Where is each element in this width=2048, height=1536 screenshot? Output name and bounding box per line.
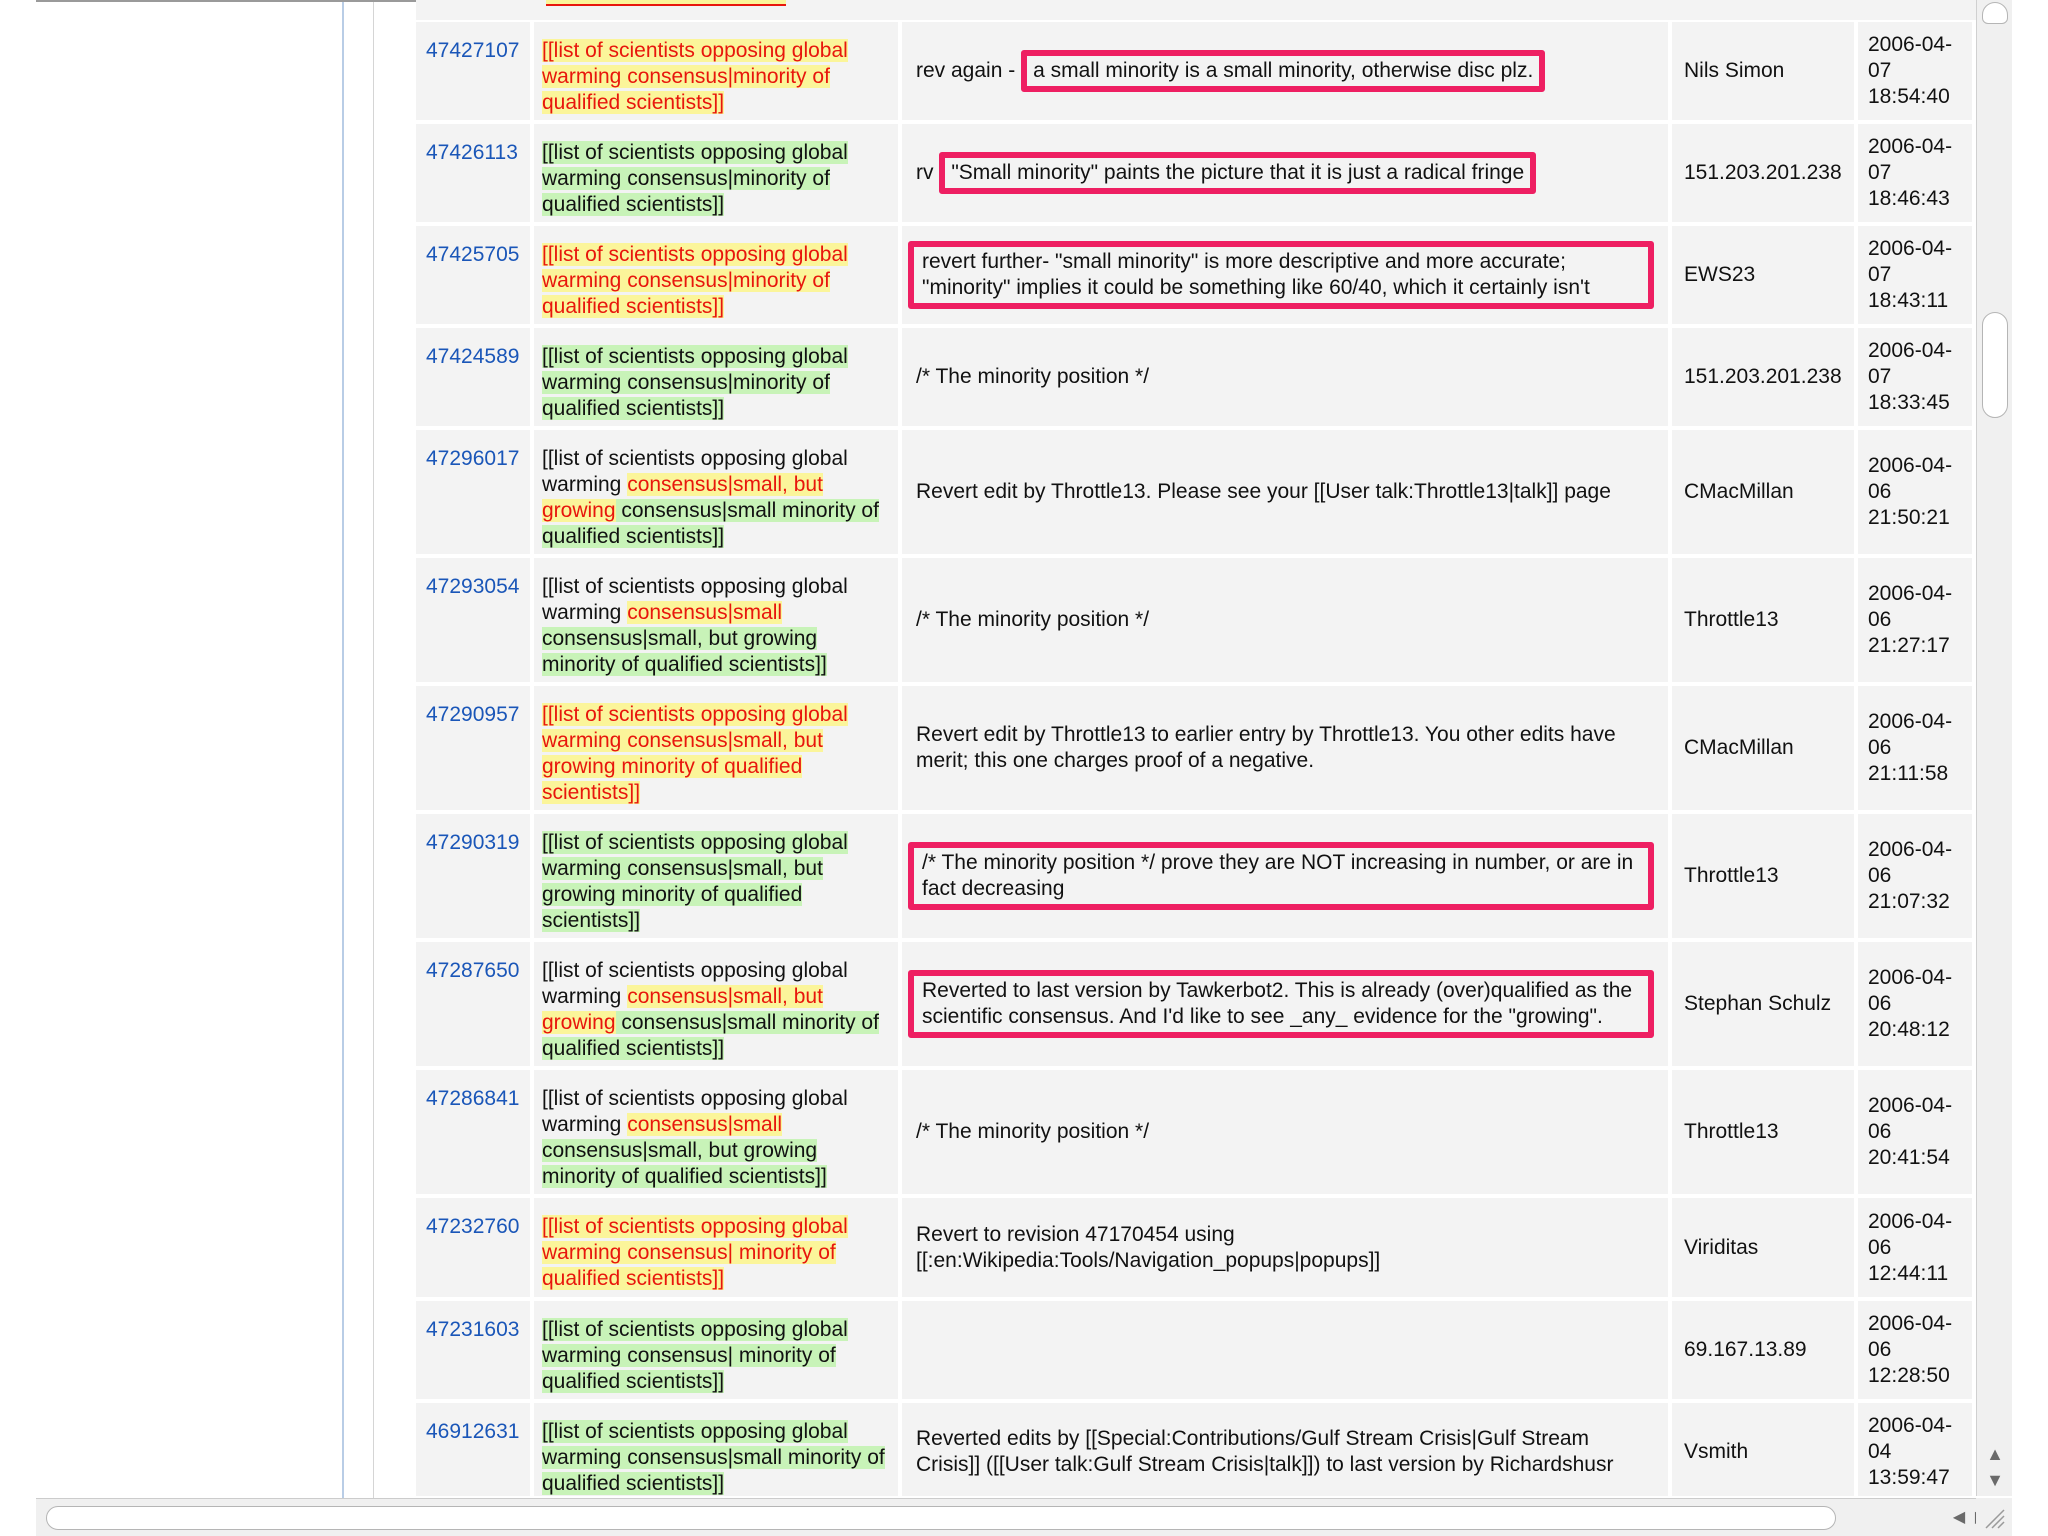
link-text-cell — [534, 430, 902, 558]
editor-name: Vsmith — [1684, 1440, 1749, 1463]
edit-comment: Reverted edits by [[Special:Contributions/Gulf Stream Crisis|Gulf Stream Crisis]] ([[User talk:Gulf Stream Crisis|talk]]) to last version by Richardshusr — [916, 1427, 1614, 1476]
timestamp-cell — [1858, 1070, 1976, 1198]
highlighted-edit-comment: /* The minority position */ prove they are NOT increasing in number, or are in fact decreasing — [908, 842, 1654, 910]
revision-id-link[interactable]: 47287650 — [426, 959, 520, 982]
edit-date: 2006-04-06 — [1868, 838, 1953, 887]
edit-date: 2006-04-06 — [1868, 1312, 1953, 1361]
highlighted-edit-comment: "Small minority" paints the picture that it is just a radical fringe — [939, 152, 1536, 194]
highlighted-edit-comment: a small minority is a small minority, otherwise disc plz. — [1021, 50, 1545, 92]
edit-time: 21:07:32 — [1868, 890, 1950, 913]
revision-id-cell — [416, 686, 534, 814]
edit-comment-cell — [902, 124, 1672, 226]
revision-id-cell — [416, 328, 534, 430]
revision-row — [416, 1301, 1976, 1403]
revision-rows — [416, 22, 1976, 1496]
edit-time: 12:44:11 — [1868, 1261, 1949, 1285]
editor-name: 151.203.201.238 — [1684, 161, 1842, 184]
link-text: [[list of scientists opposing global warming — [542, 959, 848, 1008]
revision-row — [416, 226, 1976, 328]
link-text: [[list of scientists opposing global warming — [542, 575, 848, 624]
timestamp-cell — [1858, 1403, 1976, 1496]
added-link-text: [[list of scientists opposing global warming consensus| minority of qualified scientists]] — [542, 1318, 848, 1393]
link-text-cell — [534, 1198, 902, 1301]
editor-name: EWS23 — [1684, 263, 1756, 286]
revision-id-cell — [416, 22, 534, 124]
edit-comment: Revert edit by Throttle13. Please see your [[User talk:Throttle13|talk]] page — [916, 480, 1611, 503]
timestamp-cell — [1858, 430, 1976, 558]
edit-time: 21:27:17 — [1868, 634, 1950, 657]
editor-cell — [1672, 1301, 1858, 1403]
revision-history-table — [416, 22, 1976, 1496]
edit-comment-cell — [902, 942, 1672, 1070]
edit-time: 18:43:11 — [1868, 289, 1949, 312]
editor-name: 69.167.13.89 — [1684, 1338, 1807, 1361]
link-text-cell — [534, 124, 902, 226]
link-text-cell — [534, 226, 902, 328]
link-text-cell — [534, 328, 902, 430]
editor-name: CMacMillan — [1684, 736, 1794, 759]
revision-id-link[interactable]: 46912631 — [426, 1420, 520, 1443]
edit-date: 2006-04-06 — [1868, 454, 1953, 503]
edit-comment: Revert edit by Throttle13 to earlier entry by Throttle13. You other edits have merit; this one charges proof of a negative. — [916, 723, 1616, 772]
link-text-cell — [534, 942, 902, 1070]
scroll-up-arrow-icon[interactable]: ▲ — [1986, 1444, 2004, 1464]
edit-date: 2006-04-07 — [1868, 339, 1953, 388]
timestamp-cell — [1858, 686, 1976, 814]
revision-row — [416, 814, 1976, 942]
added-link-text: [[list of scientists opposing global warming consensus|minority of qualified scientists]] — [542, 345, 848, 420]
added-link-text: consensus|small, but growing minority of qualified scientists]] — [542, 627, 827, 676]
edit-comment: Revert to revision 47170454 using [[:en:Wikipedia:Tools/Navigation_popups|popups]] — [916, 1222, 1381, 1272]
link-text-cell — [534, 1403, 902, 1496]
edit-time: 20:48:12 — [1868, 1018, 1950, 1041]
vertical-scrollbar[interactable] — [1976, 0, 2012, 1496]
added-link-text: [[list of scientists opposing global warming consensus|small minority of qualified scientists]] — [542, 1420, 885, 1495]
edit-time: 18:46:43 — [1868, 187, 1950, 210]
edit-comment-cell — [902, 1198, 1672, 1301]
editor-name: CMacMillan — [1684, 480, 1794, 503]
revision-id-cell — [416, 124, 534, 226]
removed-link-text: consensus|small, but growing — [542, 985, 823, 1034]
editor-name: Stephan Schulz — [1684, 992, 1832, 1015]
edit-date: 2006-04-06 — [1868, 1209, 1953, 1259]
editor-cell — [1672, 686, 1858, 814]
horizontal-scrollbar-thumb[interactable] — [46, 1506, 1836, 1530]
timestamp-cell — [1858, 558, 1976, 686]
edit-comment-cell — [902, 1301, 1672, 1403]
edit-comment: /* The minority position */ — [916, 1120, 1150, 1143]
revision-id-link[interactable]: 47232760 — [426, 1215, 520, 1238]
timestamp-cell — [1858, 22, 1976, 124]
edit-time: 13:59:47 — [1868, 1466, 1950, 1489]
editor-cell — [1672, 942, 1858, 1070]
editor-cell — [1672, 430, 1858, 558]
added-link-text: consensus|small minority of qualified scientists]] — [542, 1011, 879, 1060]
revision-row — [416, 124, 1976, 226]
revision-row — [416, 1198, 1976, 1301]
timestamp-cell — [1858, 124, 1976, 226]
editor-cell — [1672, 226, 1858, 328]
edit-date: 2006-04-07 — [1868, 135, 1953, 184]
editor-cell — [1672, 1403, 1858, 1496]
edit-time: 18:54:40 — [1868, 85, 1950, 108]
vertical-scrollbar-thumb[interactable] — [1982, 312, 2008, 418]
edit-date: 2006-04-07 — [1868, 33, 1953, 82]
timestamp-cell — [1858, 1198, 1976, 1301]
revision-id-link[interactable]: 47290957 — [426, 703, 520, 726]
edit-time: 20:41:54 — [1868, 1146, 1950, 1169]
edit-comment-cell — [902, 226, 1672, 328]
revision-row — [416, 686, 1976, 814]
revision-row — [416, 558, 1976, 686]
edit-comment-cell — [902, 686, 1672, 814]
editor-name: Throttle13 — [1684, 608, 1779, 631]
removed-link-text: [[list of scientists opposing global warming consensus|small, but growing minority of qualified scientists]] — [542, 703, 848, 804]
removed-link-text: consensus|small, but growing — [542, 473, 823, 522]
edit-time: 21:11:58 — [1868, 762, 1949, 785]
editor-cell — [1672, 22, 1858, 124]
timestamp-cell — [1858, 942, 1976, 1070]
revision-id-link[interactable]: 47426113 — [426, 141, 518, 164]
added-link-text: consensus|small minority of qualified scientists]] — [542, 499, 879, 548]
revision-id-link[interactable]: 47286841 — [426, 1087, 520, 1110]
revision-row — [416, 430, 1976, 558]
link-text-cell — [534, 22, 902, 124]
edit-comment-prefix: rev again - — [916, 59, 1022, 82]
removed-link-text: consensus|small — [627, 601, 783, 624]
editor-cell — [1672, 558, 1858, 686]
revision-id-link[interactable]: 47424589 — [426, 345, 520, 368]
revision-id-cell — [416, 1198, 534, 1301]
edit-date: 2006-04-06 — [1868, 1094, 1953, 1143]
editor-cell — [1672, 814, 1858, 942]
link-text-cell — [534, 558, 902, 686]
edit-comment-cell — [902, 430, 1672, 558]
editor-cell — [1672, 1198, 1858, 1301]
revision-id-link[interactable]: 47231603 — [426, 1318, 520, 1341]
editor-name: Throttle13 — [1684, 1120, 1779, 1143]
revision-id-link[interactable]: 47425705 — [426, 243, 520, 266]
edit-comment-cell — [902, 1070, 1672, 1198]
revision-id-cell — [416, 430, 534, 558]
editor-cell — [1672, 124, 1858, 226]
revision-row — [416, 328, 1976, 430]
link-text: [[list of scientists opposing global warming — [542, 447, 848, 496]
revision-id-cell — [416, 942, 534, 1070]
revision-id-link[interactable]: 47296017 — [426, 447, 520, 470]
added-link-text: [[list of scientists opposing global warming consensus|minority of qualified scientists]] — [542, 141, 848, 216]
edit-date: 2006-04-07 — [1868, 237, 1953, 286]
link-text: [[list of scientists opposing global warming — [542, 1087, 848, 1136]
timestamp-cell — [1858, 226, 1976, 328]
editor-name: 151.203.201.238 — [1684, 365, 1842, 388]
editor-cell — [1672, 328, 1858, 430]
added-link-text: [[list of scientists opposing global warming consensus|small, but growing minority of qualified scientists]] — [542, 831, 848, 932]
revision-id-link[interactable]: 47293054 — [426, 575, 520, 598]
window-resize-grip[interactable] — [1976, 1498, 2012, 1536]
revision-id-cell — [416, 1301, 534, 1403]
timestamp-cell — [1858, 1301, 1976, 1403]
revision-id-cell — [416, 558, 534, 686]
timestamp-cell — [1858, 328, 1976, 430]
resize-grip-icon — [1982, 1506, 2006, 1530]
edit-comment-cell — [902, 22, 1672, 124]
revision-row — [416, 1403, 1976, 1496]
edit-comment-prefix: rv — [916, 161, 940, 184]
edit-time: 21:50:21 — [1868, 506, 1950, 529]
link-text-cell — [534, 814, 902, 942]
revision-id-cell — [416, 226, 534, 328]
edit-date: 2006-04-06 — [1868, 710, 1953, 759]
revision-row — [416, 1070, 1976, 1198]
edit-date: 2006-04-06 — [1868, 582, 1953, 631]
timestamp-cell — [1858, 814, 1976, 942]
edit-time: 18:33:45 — [1868, 391, 1950, 414]
removed-link-text: consensus|small — [627, 1113, 783, 1136]
revision-id-cell — [416, 814, 534, 942]
edit-comment-cell — [902, 814, 1672, 942]
revision-table-container — [416, 0, 1976, 1496]
revision-row — [416, 942, 1976, 1070]
highlighted-edit-comment: revert further- "small minority" is more descriptive and more accurate; "minority" implies it could be something like 60/40, which it certainly isn't — [908, 241, 1654, 309]
removed-link-text: [[list of scientists opposing global warming consensus|minority of qualified scientists]] — [542, 243, 848, 318]
edit-comment: /* The minority position */ — [916, 608, 1150, 631]
removed-link-text: [[list of scientists opposing global warming consensus| minority of qualified scientists]] — [542, 1215, 848, 1290]
edit-comment-cell — [902, 328, 1672, 430]
table-gutter — [346, 2, 374, 1498]
horizontal-scrollbar[interactable] — [36, 1498, 2012, 1536]
highlighted-edit-comment: Reverted to last version by Tawkerbot2. This is already (over)qualified as the scientific consensus. And I'd like to see _any_ evidence for the "growing". — [908, 970, 1654, 1038]
link-text-cell — [534, 1301, 902, 1403]
edit-comment: /* The minority position */ — [916, 365, 1150, 388]
removed-link-text: [[list of scientists opposing global warming consensus|minority of qualified scientists]] — [542, 39, 848, 114]
edit-comment-cell — [902, 1403, 1672, 1496]
revision-id-cell — [416, 1070, 534, 1198]
edit-time: 12:28:50 — [1868, 1364, 1950, 1387]
edit-date: 2006-04-06 — [1868, 966, 1953, 1015]
editor-name: Throttle13 — [1684, 864, 1779, 887]
editor-name: Nils Simon — [1684, 59, 1785, 82]
revision-row — [416, 22, 1976, 124]
left-pane — [36, 2, 344, 1498]
editor-cell — [1672, 1070, 1858, 1198]
scroll-left-arrow-icon[interactable]: ◀ — [1952, 1509, 1966, 1526]
edit-date: 2006-04-04 — [1868, 1414, 1953, 1463]
edit-comment-cell — [902, 558, 1672, 686]
vertical-scrollbar-top-cap — [1982, 2, 2008, 24]
link-text-cell — [534, 1070, 902, 1198]
revision-id-link[interactable]: 47427107 — [426, 39, 520, 62]
revision-id-link[interactable]: 47290319 — [426, 831, 520, 854]
editor-name: Viriditas — [1684, 1235, 1759, 1259]
added-link-text: consensus|small, but growing minority of qualified scientists]] — [542, 1139, 827, 1188]
scroll-down-arrow-icon[interactable]: ▼ — [1986, 1470, 2004, 1490]
revision-id-cell — [416, 1403, 534, 1496]
link-text-cell — [534, 686, 902, 814]
